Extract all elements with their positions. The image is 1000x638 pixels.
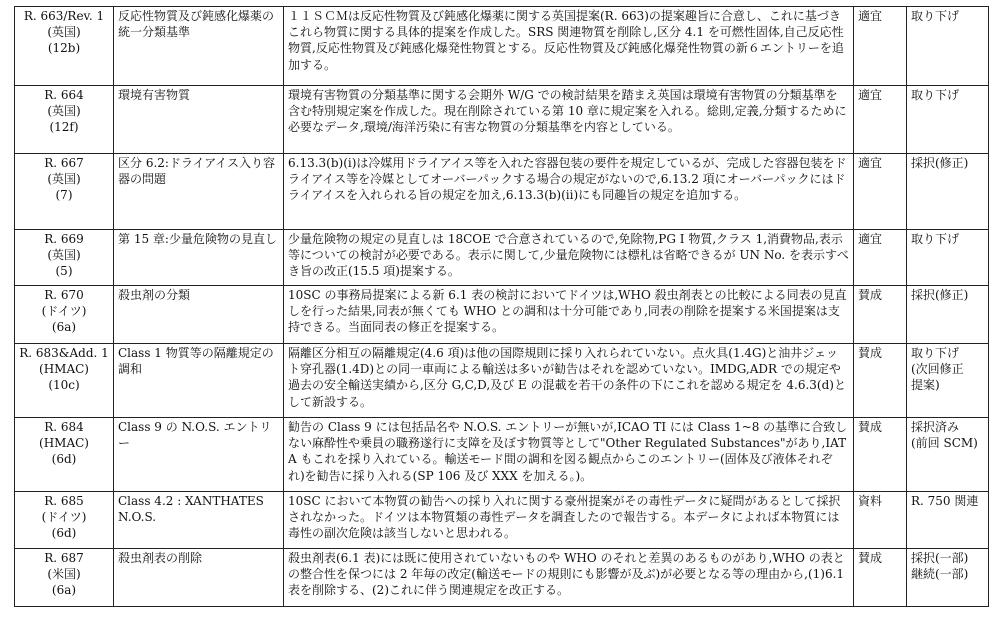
- table-row: [15, 230, 989, 286]
- result-cell: [907, 418, 989, 492]
- table-row: [15, 549, 989, 607]
- result-cell: [907, 154, 989, 230]
- proposer: (HMAC): [39, 362, 89, 377]
- document-number-cell: [15, 418, 114, 492]
- agenda-item: (6d): [51, 452, 77, 467]
- position-cell: 賛成: [854, 286, 907, 344]
- document-number-cell: [15, 286, 114, 344]
- document-number: R. 687: [44, 551, 84, 565]
- summary-cell: 隔離区分相互の隔離規定(4.6 項)は他の国際規則に採り入れられていない。点火具(1.4G)と油井ジェット穿孔器(1.4D)との同一車両による輸送は多いが勧告はそれを認めていない。IMDG,ADR での規定や過去の安全輸送実績から,区分 G,C,D,及び E の混載を若干の条件の下にこれを認める規定を 4.6.3(d)として新設する。: [284, 344, 854, 418]
- proposals-table: [14, 6, 989, 607]
- subject-cell: 第 15 章:少量危険物の見直し: [114, 230, 284, 286]
- position-cell: 適宜: [854, 86, 907, 154]
- subject-cell: Class 4.2 : XANTHATES N.O.S.: [114, 492, 284, 549]
- document-number: R. 683&Add. 1: [19, 346, 109, 360]
- subject-cell: 区分 6.2:ドライアイス入り容器の問題: [114, 154, 284, 230]
- result-line: 取り下げ: [911, 346, 960, 360]
- subject-cell: 殺虫剤の分類: [114, 286, 284, 344]
- proposer: (米国): [47, 567, 81, 582]
- agenda-item: (6d): [51, 526, 77, 541]
- agenda-item: (10c): [48, 378, 80, 393]
- subject-cell: Class 9 の N.O.S. エントリー: [114, 418, 284, 492]
- document-number: R. 664: [44, 88, 84, 102]
- result-line: 採択(修正): [911, 288, 969, 302]
- subject-cell: Class 1 物質等の隔離規定の調和: [114, 344, 284, 418]
- position-cell: 資料: [854, 492, 907, 549]
- summary-cell: 環境有害物質の分類基準に関する会期外 W/G での検討結果を踏まえ英国は環境有害物質の分類基準を含む特別規定案を作成した。現在削除されている第 10 章に規定案を入れる。総則,定義,分類するために必要なデータ,環境/海洋汚染に有害な物質の分類基準を内容としている。: [284, 86, 854, 154]
- agenda-item: (5): [55, 264, 73, 279]
- agenda-item: (6a): [51, 320, 77, 335]
- subject-cell: 環境有害物質: [114, 86, 284, 154]
- proposer: (ドイツ): [41, 510, 87, 525]
- result-line: 取り下げ: [911, 232, 960, 246]
- document-number-cell: [15, 230, 114, 286]
- result-cell: [907, 7, 989, 86]
- summary-cell: 少量危険物の規定の見直しは 18COE で合意されているので,免除物,PG I 物質,クラス 1,消費物品,表示等についての検討が必要である。表示に関して,少量危険物には標札は省略できるが UN No. を表示すべき旨の改正(15.5 項)提案する。: [284, 230, 854, 286]
- result-cell: [907, 492, 989, 549]
- position-cell: 適宜: [854, 154, 907, 230]
- agenda-item: (12b): [47, 41, 81, 56]
- result-line: 取り下げ: [911, 9, 960, 23]
- result-line: 採択(一部): [911, 551, 969, 565]
- document-number: R. 663/Rev. 1: [23, 9, 105, 23]
- subject-cell: 反応性物質及び鈍感化爆薬の統一分類基準: [114, 7, 284, 86]
- result-line: (前回 SCM): [911, 436, 978, 451]
- document-number: R. 669: [44, 232, 84, 246]
- document-number: R. 670: [44, 288, 84, 302]
- table-row: [15, 154, 989, 230]
- position-cell: 賛成: [854, 549, 907, 607]
- agenda-item: (6a): [51, 583, 77, 598]
- document-number-cell: [15, 86, 114, 154]
- document-number-cell: [15, 154, 114, 230]
- table-row: [15, 418, 989, 492]
- result-line: 取り下げ: [911, 88, 960, 102]
- result-cell: [907, 344, 989, 418]
- result-line: 採択済み: [911, 420, 960, 434]
- proposer: (英国): [47, 104, 81, 119]
- result-line: (次回修正: [911, 362, 964, 377]
- document-number-cell: [15, 344, 114, 418]
- result-line: 採択(修正): [911, 156, 969, 170]
- document-number-cell: [15, 492, 114, 549]
- agenda-item: (12f): [49, 120, 79, 135]
- document-number: R. 684: [44, 420, 84, 434]
- subject-cell: 殺虫剤表の削除: [114, 549, 284, 607]
- result-cell: [907, 549, 989, 607]
- document-number: R. 667: [44, 156, 84, 170]
- position-cell: 適宜: [854, 7, 907, 86]
- summary-cell: １１ＳＣＭは反応性物質及び鈍感化爆薬に関する英国提案(R. 663)の提案趣旨に合意し、これに基づきこれら物質に関する具体的提案を作成した。SRS 関連物質を削除し,区分 4.1 を可燃性固体,自己反応性物質,反応性物質及び鈍感化爆発性物質とする。反応性物質及び鈍感化爆発性物質の新６エントリーを追加する。: [284, 7, 854, 86]
- result-cell: [907, 86, 989, 154]
- result-cell: [907, 286, 989, 344]
- table-row: [15, 86, 989, 154]
- proposer: (HMAC): [39, 436, 89, 451]
- proposer: (英国): [47, 248, 81, 263]
- summary-cell: 6.13.3(b)(i)は冷媒用ドライアイス等を入れた容器包装の要件を規定しているが、完成した容器包装をドライアイス等を冷媒としてオーバーパックする場合の規定がないので,6.13.2 項にオーバーパックにはドライアイスを入れられる旨の規定を加え,6.13.3(b)(ii)にも同趣旨の規定を追加する。: [284, 154, 854, 230]
- document-number-cell: [15, 549, 114, 607]
- proposer: (ドイツ): [41, 304, 87, 319]
- proposer: (英国): [47, 172, 81, 187]
- document-number-cell: [15, 7, 114, 86]
- table-row: [15, 7, 989, 86]
- position-cell: 賛成: [854, 418, 907, 492]
- position-cell: 賛成: [854, 344, 907, 418]
- proposer: (英国): [47, 25, 81, 40]
- position-cell: 適宜: [854, 230, 907, 286]
- summary-cell: 勧告の Class 9 には包括品名や N.O.S. エントリーが無いが,ICAO TI には Class 1~8 の基準に合致しない麻酔性や乗員の職務遂行に支障を及ぼす物質等として"Other Regulated Substances"があり,IATA もこれを採り入れている。輸送モード間の調和を図る観点からこのエントリー(固体及び液体それぞれ)を勧告に採り入れる(SP 106 及び XXX を加える。)。: [284, 418, 854, 492]
- summary-cell: 10SC の事務局提案による新 6.1 表の検討においてドイツは,WHO 殺虫剤表との比較による同表の見直しを行った結果,同表が無くても WHO との調和は十分可能であり,同表の削除を提案する米国提案は支持できる。当面同表の修正を提案する。: [284, 286, 854, 344]
- agenda-item: (7): [55, 188, 73, 203]
- document-number: R. 685: [44, 494, 84, 508]
- table-row: [15, 286, 989, 344]
- table-row: [15, 344, 989, 418]
- summary-cell: 殺虫剤表(6.1 表)には既に使用されていないものや WHO のそれと差異のあるものがあり,WHO の表との整合性を保つには 2 年毎の改定(輸送モードの規則にも影響が及ぶ)が必要となる等の理由から,(1)6.1 表を削除する、(2)これに伴う関連規定を改正する。: [284, 549, 854, 607]
- table-row: [15, 492, 989, 549]
- result-line: 継続(一部): [911, 567, 969, 582]
- result-cell: [907, 230, 989, 286]
- result-line: 提案): [911, 378, 940, 393]
- summary-cell: 10SC において本物質の勧告への採り入れに関する豪州提案がその毒性データに疑問があるとして採択されなかった。ドイツは本物質類の毒性データを調査したので報告する。本データによれば本物質には毒性の副次危険は該当しないと思われる。: [284, 492, 854, 549]
- result-line: R. 750 関連: [911, 494, 979, 508]
